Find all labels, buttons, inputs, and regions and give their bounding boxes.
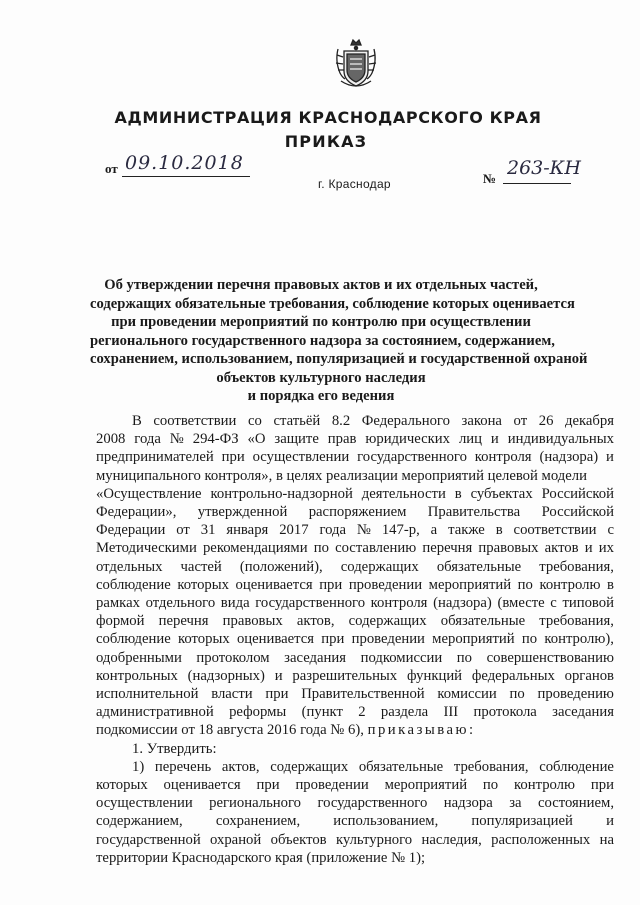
body-word: с xyxy=(550,595,557,612)
body-word: подкомиссии xyxy=(360,649,443,666)
body-word: защите xyxy=(274,431,319,448)
body-word: В xyxy=(132,413,142,429)
body-text: подкомиссии от 18 августа 2016 года № 6), xyxy=(96,722,364,739)
body-word: и xyxy=(584,540,593,557)
body-line xyxy=(96,667,614,685)
body-word: обязательные xyxy=(436,558,522,575)
body-word: со xyxy=(247,413,262,429)
body-word: правовых xyxy=(478,540,539,557)
body-word: расположенных xyxy=(491,831,591,848)
body-word: контрольных xyxy=(96,667,178,684)
body-word: при xyxy=(265,686,289,703)
body-word: (пункт xyxy=(301,704,343,721)
body-line xyxy=(96,558,614,576)
body-word: 31 xyxy=(200,522,216,539)
body-word: предпринимателей xyxy=(96,449,214,466)
body-line xyxy=(96,831,614,849)
body-word: функций xyxy=(406,667,463,684)
body-word: соблюдение xyxy=(96,576,171,593)
body-word: в xyxy=(454,485,462,502)
body-word: государственной xyxy=(96,831,201,848)
body-word: Федерации xyxy=(96,522,166,539)
body-word: их xyxy=(598,540,614,557)
body-word: от xyxy=(176,522,190,539)
body-word: государственного xyxy=(357,449,467,466)
body-line xyxy=(96,794,614,812)
body-word: перечня xyxy=(422,540,473,557)
body-word: № xyxy=(169,431,184,448)
body-word: актов xyxy=(544,540,579,557)
body-word: «О xyxy=(247,431,266,448)
body-word: соблюдение xyxy=(539,758,614,775)
body-word: (надзора) xyxy=(539,449,599,466)
body-word: Российской xyxy=(541,504,614,521)
body-word: которых xyxy=(96,777,148,794)
body-word: Правительственной xyxy=(301,686,425,703)
title-line: сохранением, использованием, популяризацией и государственной охраной xyxy=(90,351,588,367)
body-word: 1) xyxy=(132,758,145,775)
body-word: также xyxy=(448,522,485,539)
number-label: № xyxy=(483,171,497,186)
body-line xyxy=(96,521,614,539)
body-word: протоколом xyxy=(196,649,270,666)
body-word: раздела xyxy=(380,704,429,721)
body-word: заседания xyxy=(284,649,346,666)
title-line: и порядка его ведения xyxy=(247,388,395,404)
title-line: при проведении мероприятий по контролю при осуществлении xyxy=(111,314,531,330)
order-command-word: приказываю: xyxy=(367,722,476,739)
body-word: перечня xyxy=(158,613,209,630)
body-word: культурного xyxy=(335,831,413,848)
body-word: требования, xyxy=(539,613,614,630)
body-word: рамках xyxy=(96,595,140,612)
body-word: протокола xyxy=(473,704,537,721)
body-word: Российской xyxy=(541,485,614,502)
body-word: контроля xyxy=(474,449,532,466)
body-line xyxy=(96,630,614,648)
body-word: 147-р, xyxy=(381,522,420,539)
body-word: наследия, xyxy=(421,831,482,848)
body-word: обязательные xyxy=(440,613,526,630)
number-underline xyxy=(503,183,571,184)
body-word: декабря xyxy=(565,413,614,429)
body-line xyxy=(96,539,614,557)
body-line xyxy=(96,576,614,594)
body-word: осуществлении xyxy=(252,449,350,466)
body-word: и xyxy=(490,431,499,448)
body-word: состоянием, xyxy=(538,795,614,812)
body-word: по xyxy=(517,576,533,593)
body-word: по xyxy=(521,631,538,648)
body-word: в xyxy=(606,576,614,593)
body-line xyxy=(96,685,614,703)
body-line xyxy=(96,612,614,630)
body-word: которых xyxy=(178,631,230,648)
body-word: актов, xyxy=(296,613,335,630)
body-word: закона xyxy=(461,413,502,429)
body-word: (надзорных) xyxy=(187,667,265,684)
body-word: использованием, xyxy=(333,813,439,830)
body-word: соблюдение xyxy=(96,631,171,648)
body-line xyxy=(96,703,614,721)
body-word: при xyxy=(221,449,245,466)
body-word: статьёй xyxy=(273,413,321,429)
body-word: частей xyxy=(180,558,222,575)
body-word: регионального xyxy=(209,795,301,812)
body-word: на xyxy=(599,831,614,848)
body-word: 8.2 xyxy=(331,413,351,429)
body-word: правовых xyxy=(222,613,283,630)
body-word: лиц xyxy=(458,431,482,448)
body-line xyxy=(96,485,614,503)
body-word: Федерального xyxy=(361,413,450,429)
body-word: утвержденной xyxy=(197,504,288,521)
body-line xyxy=(96,503,614,521)
body-word: контролю), xyxy=(544,631,614,648)
body-word: контролю xyxy=(539,576,601,593)
body-word: государственного xyxy=(317,795,428,812)
body-text: 1. Утвердить: xyxy=(132,740,217,757)
body-word: осуществлении xyxy=(96,795,193,812)
body-text: муниципального контроля», в целях реализации мероприятий целевой модели xyxy=(96,467,587,484)
body-word: при xyxy=(256,777,280,794)
body-text: территории Краснодарского края (приложение № 1); xyxy=(96,849,426,866)
body-word: за xyxy=(509,795,522,812)
body-word: одобренными xyxy=(96,649,182,666)
body-word: от xyxy=(513,413,528,429)
body-word: контрольно-надзорной xyxy=(210,485,353,502)
body-word: содержанием, xyxy=(96,813,183,830)
body-line xyxy=(96,721,614,739)
body-word: при xyxy=(321,631,345,648)
body-word: проведению xyxy=(537,686,614,703)
body-word: совершенствованию xyxy=(486,649,614,666)
body-word: и xyxy=(274,667,283,684)
body-word: объектов xyxy=(270,831,327,848)
body-word: комиссии xyxy=(437,686,497,703)
body-line xyxy=(96,467,614,485)
body-word: по xyxy=(456,649,473,666)
body-word: по xyxy=(509,686,525,703)
body-word: при xyxy=(319,576,343,593)
body-line xyxy=(96,776,614,794)
body-word: (вместе xyxy=(497,595,545,612)
body-word: рекомендациями xyxy=(202,540,308,557)
body-word: 2008 xyxy=(96,431,126,448)
body-word: популяризацией xyxy=(471,813,573,830)
body-word: с xyxy=(607,522,614,539)
body-word: (надзора) xyxy=(433,595,492,612)
body-word: № xyxy=(356,522,371,539)
body-word: надзора xyxy=(443,795,493,812)
body-word: содержащих xyxy=(270,758,349,775)
body-word: по xyxy=(313,540,329,557)
body-word: Методическими xyxy=(96,540,197,557)
title-line: содержащих обязательные требования, соблюдение которых оценивается xyxy=(90,295,575,312)
body-word: оценивается xyxy=(235,576,313,593)
body-word: распоряжением xyxy=(308,504,407,521)
body-word: контролю xyxy=(514,777,575,794)
body-line xyxy=(96,412,614,430)
body-word: прав xyxy=(327,431,357,448)
body-word: содержащих xyxy=(348,613,427,630)
date-underline xyxy=(122,176,250,177)
body-word: субъектах xyxy=(470,485,533,502)
body-line xyxy=(96,758,614,776)
body-word: требования, xyxy=(453,758,529,775)
body-word: 2 xyxy=(358,704,366,721)
body-word: реформы xyxy=(229,704,287,721)
body-word: а xyxy=(430,522,438,539)
body-line xyxy=(96,740,614,758)
body-word: заседания xyxy=(552,704,614,721)
body-word: исполнительной xyxy=(96,686,199,703)
body-word: января xyxy=(226,522,269,539)
body-line xyxy=(96,812,614,830)
body-word: контроля xyxy=(370,595,428,612)
title-line: объектов культурного наследия xyxy=(216,369,426,386)
body-word: и xyxy=(606,449,614,466)
body-word: которых xyxy=(177,576,229,593)
body-word: Федерации», xyxy=(96,504,177,521)
document-type: ПРИКАЗ xyxy=(284,132,368,151)
body-word: Правительства xyxy=(427,504,521,521)
body-word: охраной xyxy=(210,831,262,848)
body-word: административной xyxy=(96,704,214,721)
body-word: отдельного xyxy=(145,595,216,612)
body-word: 294-ФЗ xyxy=(192,431,239,448)
body-word: при xyxy=(590,777,614,794)
body-word: проведении xyxy=(351,631,425,648)
body-word: власти xyxy=(211,686,253,703)
body-line xyxy=(96,849,614,867)
body-word: мероприятий xyxy=(428,576,512,593)
body-word: года xyxy=(319,522,347,539)
title-line: Об утверждении перечня правовых актов и их отдельных частей, xyxy=(104,277,538,293)
organization-title: АДМИНИСТРАЦИЯ КРАСНОДАРСКОГО КРАЯ xyxy=(114,108,542,127)
body-word: проведении xyxy=(348,576,423,593)
body-word: мероприятий xyxy=(384,777,468,794)
title-line: регионального государственного надзора за состоянием, содержанием, xyxy=(90,332,555,349)
body-word: юридических xyxy=(365,431,451,448)
body-word: года xyxy=(134,431,161,448)
body-word: 26 xyxy=(538,413,554,429)
body-word: федеральных xyxy=(471,667,555,684)
body-line xyxy=(96,594,614,612)
body-word: разрешительных xyxy=(292,667,398,684)
body-word: составлению xyxy=(335,540,417,557)
body-word: оценивается xyxy=(236,631,315,648)
coat-of-arms-emblem xyxy=(333,37,379,89)
body-line xyxy=(96,448,614,466)
body-word: 2017 xyxy=(279,522,309,539)
body-word: отдельных xyxy=(96,558,163,575)
body-word: требования, xyxy=(539,558,614,575)
body-word: «Осуществление xyxy=(96,485,202,502)
body-word: содержащих xyxy=(340,558,419,575)
city-label: г. Краснодар xyxy=(318,177,391,191)
handwritten-date: 09.10.2018 xyxy=(125,152,244,174)
body-word: актов, xyxy=(221,758,260,775)
body-word: III xyxy=(443,704,459,721)
body-word: соответствии xyxy=(513,522,597,539)
body-word: перечень xyxy=(154,758,212,775)
handwritten-number: 263-КН xyxy=(507,157,581,179)
body-word: типовой xyxy=(562,595,614,612)
body-word: оценивается xyxy=(163,777,241,794)
body-word: индивидуальных xyxy=(507,431,614,448)
body-word: мероприятий xyxy=(432,631,515,648)
body-word: обязательные xyxy=(358,758,444,775)
date-label: от xyxy=(105,161,118,176)
body-word: проведении xyxy=(295,777,369,794)
body-word: сохранением, xyxy=(215,813,301,830)
body-word: формой xyxy=(96,613,145,630)
body-word: по xyxy=(482,777,499,794)
body-word: (положений), xyxy=(239,558,323,575)
order-title xyxy=(90,276,588,406)
body-word: вида xyxy=(220,595,250,612)
body-word: и xyxy=(606,813,614,830)
body-line xyxy=(96,430,614,448)
body-word: государственного xyxy=(255,595,366,612)
body-word: деятельности xyxy=(361,485,446,502)
body-word: органов xyxy=(564,667,614,684)
order-body xyxy=(96,412,614,867)
body-word: в xyxy=(495,522,503,539)
body-line xyxy=(96,649,614,667)
body-word: соответствии xyxy=(153,413,237,429)
